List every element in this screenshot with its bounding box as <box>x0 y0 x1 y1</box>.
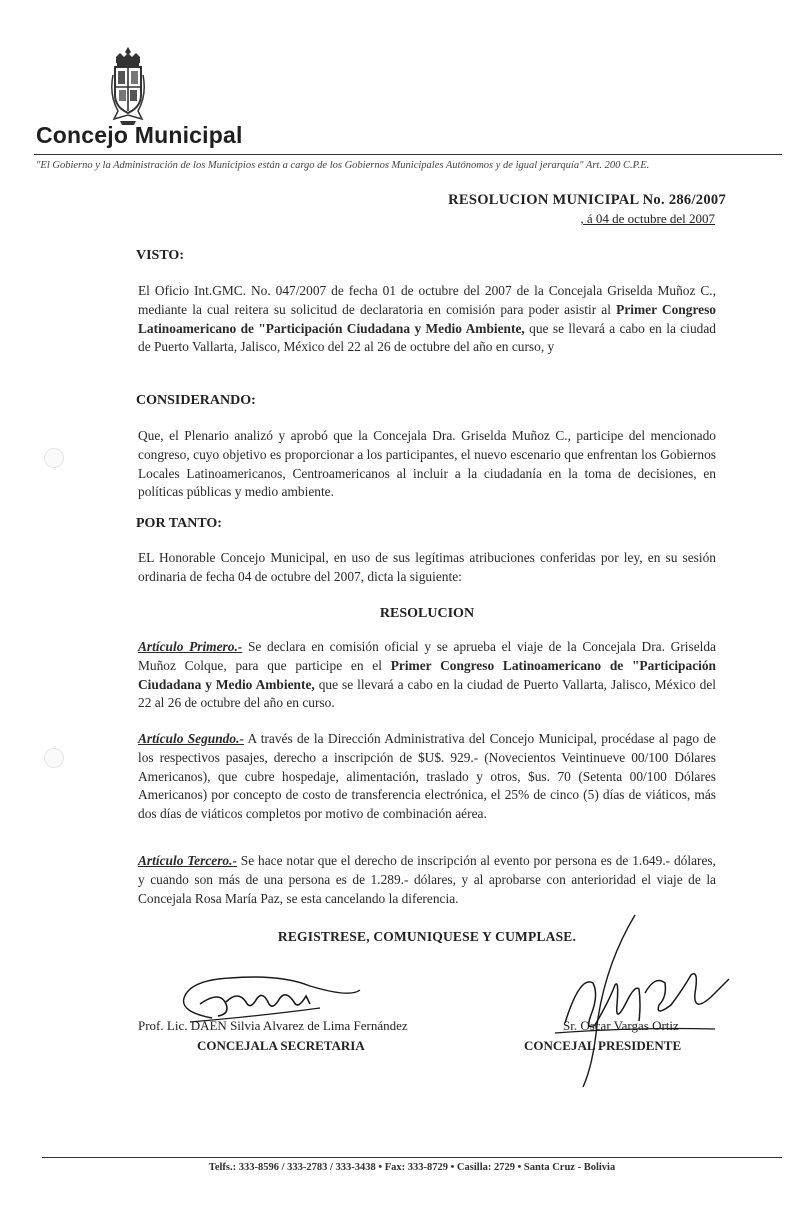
considerando-heading: CONSIDERANDO: <box>136 393 256 408</box>
footer-divider <box>42 1157 782 1158</box>
article-segundo <box>138 730 716 824</box>
article-primero-text-1: Se declara en comisión oficial y se aprueba el viaje de la Concejala Dra. Griselda Muñoz Colque, para que participe en el <box>138 639 717 673</box>
article-primero-label: Artículo Primero.- <box>138 639 243 654</box>
header-divider <box>34 154 782 155</box>
article-segundo-text: A través de la Dirección Administrativa del Concejo Municipal, procédase al pago de los respectivos pasajes, derecho a inscripción de $U$. 929.- (Novecientos Veintinueve 00/100 Dólares Americanos), que cubre hospedaje, alimentación, traslado y otros, $us. 70 (Setenta 00/100 Dólares Americanos) por concepto de costo de transferencia electrónica, el 25% de cinco (5) días de viáticos, más dos días de viáticos completos por motivo de combinación aérea. <box>138 731 716 822</box>
article-segundo-label: Artículo Segundo.- <box>138 731 244 746</box>
article-tercero-text: Se hace notar que el derecho de inscripción al evento por persona es de 1.649.- dólares, y cuando son más de una persona es de 1.289.- dólares, y al aprobarse con anterioridad el viaje de la Concejala Rosa María Paz, se esta cancelando la diferencia. <box>138 853 716 906</box>
visto-heading: VISTO: <box>136 248 184 263</box>
resolution-date: , á 04 de octubre del 2007 <box>580 211 715 226</box>
por-tanto-paragraph: EL Honorable Concejo Municipal, en uso de sus legítimas atribuciones conferidas por ley, en su sesión ordinaria de fecha 04 de octubre del 2007, dicta la siguiente: <box>138 550 716 584</box>
right-signatory-name: Sr. Oscar Vargas Ortiz <box>563 1018 679 1033</box>
article-primero-congress-name: Primer Congreso Latinoamericano de "Participación Ciudadana y Medio Ambiente, <box>138 657 717 692</box>
punch-hole <box>44 748 64 768</box>
visto-text-1: El Oficio Int.GMC. No. 047/2007 de fecha 01 de octubre del 2007 de la Concejala Griselda Muñoz C., mediante la cual reitera su solicitud de declaratoria en comisión para poder asistir al <box>138 283 716 317</box>
article-tercero <box>138 852 716 908</box>
resolucion-heading: RESOLUCION <box>379 606 475 621</box>
coat-of-arms-icon <box>108 45 148 127</box>
visto-paragraph <box>138 282 716 357</box>
header-motto: "El Gobierno y la Administración de los Municipios están a cargo de los Gobiernos Municipales Autónomos y de igual jerarquía" Art. 200 C.P.E. <box>36 160 650 171</box>
article-tercero-label: Artículo Tercero.- <box>138 853 237 868</box>
organization-name: Concejo Municipal <box>36 122 243 148</box>
left-signatory-name: Prof. Lic. DAEN Silvia Alvarez de Lima Fernández <box>138 1018 408 1033</box>
visto-congress-name: Primer Congreso Latinoamericano de "Participación Ciudadana y Medio Ambiente, <box>138 301 716 336</box>
considerando-paragraph: Que, el Plenario analizó y aprobó que la Concejala Dra. Griselda Muñoz C., participe del mencionado congreso, cuyo objetivo es proporcionar a los participantes, el nuevo escenario que enfrentan los Gobiernos Locales Latinoamericanos, Centroamericanos al incluir a la ciudadanía en la toma de decisiones, en políticas públicas y medio ambiente. <box>138 428 716 500</box>
left-signatory-title: CONCEJALA SECRETARIA <box>197 1038 365 1053</box>
resolution-title: RESOLUCION MUNICIPAL No. 286/2007 <box>448 192 726 208</box>
punch-hole <box>44 448 64 468</box>
footer-contact: Telfs.: 333-8596 / 333-2783 / 333-3438 • Fax: 333-8729 • Casilla: 2729 • Santa Cruz - Bolivia <box>208 1162 616 1173</box>
por-tanto-heading: POR TANTO: <box>136 516 222 531</box>
article-primero-text-2: que se llevará a cabo en la ciudad de Puerto Vallarta, Jalisco, México del 22 al 26 de octubre del año en curso. <box>138 676 716 711</box>
article-primero <box>138 638 716 713</box>
right-signatory-title: CONCEJAL PRESIDENTE <box>524 1038 682 1053</box>
visto-text-2: que se llevará a cabo en la ciudad de Puerto Vallarta, Jalisco, México del 22 al 26 de octubre del año en curso, y <box>138 320 716 355</box>
closing-statement: REGISTRESE, COMUNIQUESE Y CUMPLASE. <box>277 929 577 944</box>
